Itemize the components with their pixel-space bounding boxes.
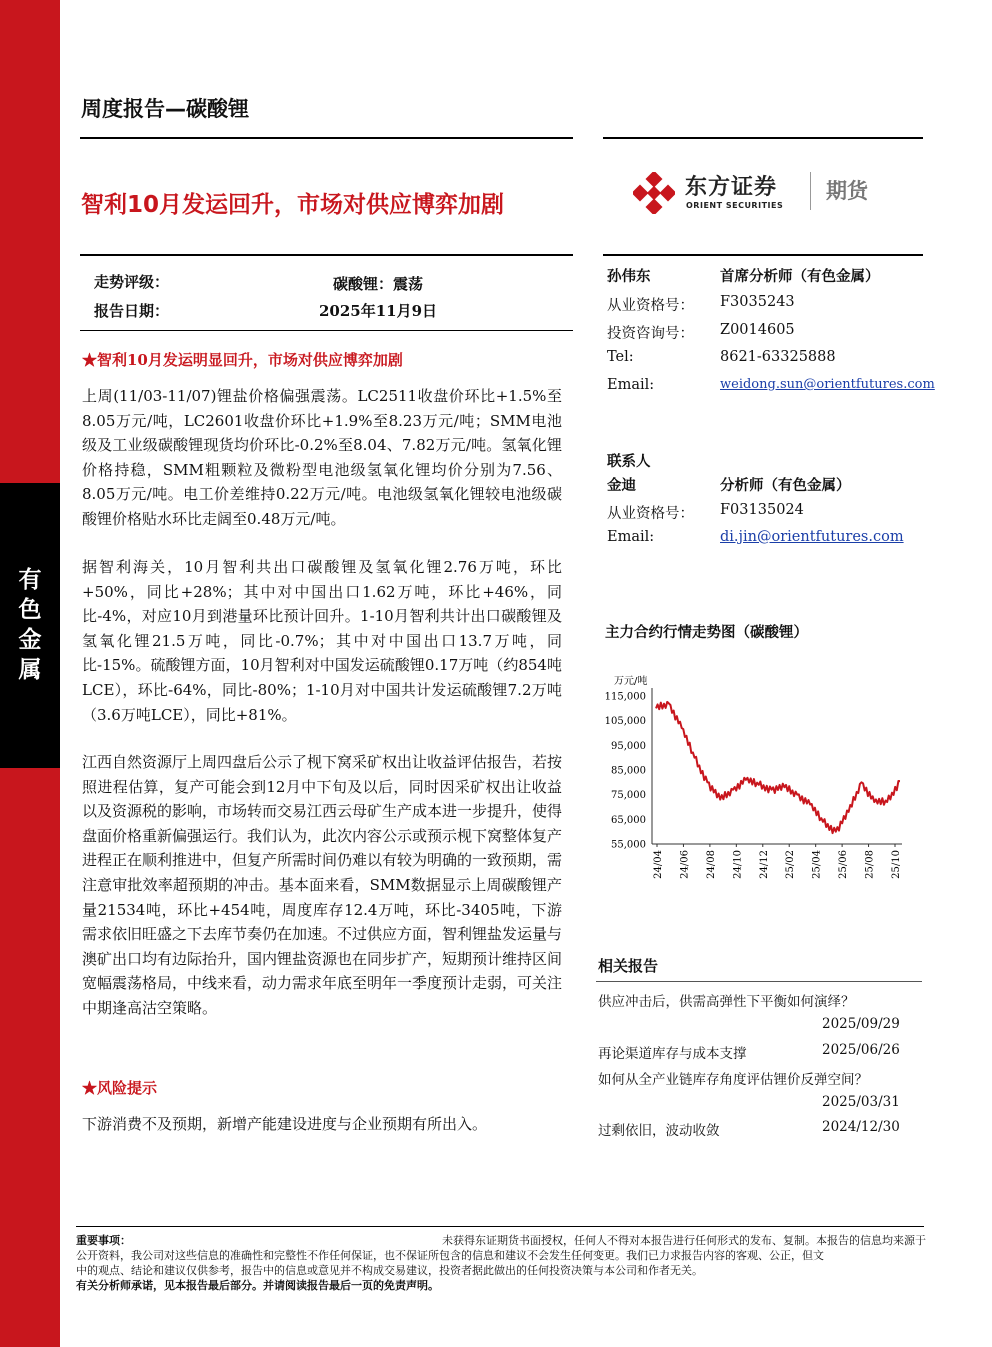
paragraph-risk [82, 1112, 562, 1137]
disclaimer-line: 中的观点、结论和建议仅供参考，报告中的信息或意见并不构成交易建议，投资者据此做出的任何投资决策与本公司和作者无关。 [76, 1264, 703, 1277]
date-value: 2025年11月9日 [319, 302, 438, 320]
side-label-char: 属 [18, 657, 42, 683]
related-report-date: 2025/09/29 [822, 1016, 900, 1032]
email-label: Email: [607, 529, 655, 545]
analyst-secondary-row [607, 474, 917, 498]
disclaimer-line: 未获得东证期货书面授权，任何人不得对本报告进行任何形式的发布、复制。本报告的信息均来源于 [442, 1234, 926, 1247]
disclaimer-line: 公开资料，我公司对这些信息的准确性和完整性不作任何保证，也不保证所包含的信息和建议不会发生任何变更。我们已力求报告内容的客观、公正，但文 [76, 1249, 824, 1262]
qualification-value: F3035243 [720, 294, 795, 310]
x-tick-label: 24/06 [679, 850, 691, 879]
side-sector-label [0, 565, 60, 685]
x-tick-label: 24/12 [758, 850, 770, 879]
paragraph-text: 下游消费不及预期，新增产能建设进度与企业预期有所出入。 [82, 1115, 488, 1133]
paragraph-jiangxi [82, 750, 562, 1021]
y-tick-label: 75,000 [611, 790, 646, 802]
qualification-row [607, 502, 917, 526]
x-tick-label: 25/04 [811, 850, 823, 879]
related-report-date: 2025/03/31 [822, 1094, 900, 1110]
disclaimer-label: 重要事项： [76, 1234, 131, 1247]
qualification-value: F03135024 [720, 502, 804, 518]
invest-consult-value: Z0014605 [720, 322, 795, 338]
qualification-label: 从业资格号： [607, 298, 694, 314]
x-tick-label: 24/10 [732, 850, 744, 879]
invest-consult-label: 投资咨询号： [607, 326, 694, 342]
related-rule [596, 981, 922, 982]
email-link[interactable]: weidong.sun@orientfutures.com [720, 377, 935, 392]
paragraph-chile-export [82, 555, 562, 727]
x-tick-label: 24/04 [653, 850, 664, 879]
rating-value: 碳酸锂：震荡 [333, 275, 424, 293]
paragraph-price [82, 384, 562, 532]
header-rule-right [603, 137, 923, 139]
logo-divider [810, 172, 811, 210]
analyst-name: 孙伟东 [607, 268, 651, 285]
tel-label: Tel: [607, 349, 634, 365]
logo-name-cn: 东方证券 [685, 175, 778, 200]
tel-row [607, 349, 917, 373]
section-heading-supply: ★智利10月发运明显回升，市场对供应博弈加剧 [82, 351, 403, 369]
related-report-title[interactable]: 供应冲击后，供需高弹性下平衡如何演绎？ [598, 994, 855, 1010]
side-label-char: 金 [18, 627, 42, 653]
y-tick-label: 65,000 [611, 814, 646, 826]
email-label: Email: [607, 377, 655, 393]
meta-rule [80, 330, 573, 331]
price-series-line [656, 702, 900, 833]
side-label-char: 有 [18, 567, 42, 593]
email-link[interactable]: di.jin@orientfutures.com [720, 529, 904, 545]
y-tick-label: 85,000 [611, 765, 646, 777]
y-tick-label: 95,000 [611, 740, 646, 752]
x-tick-label: 25/10 [891, 850, 902, 879]
company-logo [633, 170, 893, 216]
analyst-title: 分析师（有色金属） [720, 477, 851, 494]
x-tick-label: 24/08 [705, 850, 717, 879]
related-report-title[interactable]: 过剩依旧，波动收敛 [598, 1123, 720, 1139]
title-rule-right [603, 254, 923, 256]
related-report-date: 2025/06/26 [822, 1042, 900, 1058]
qualification-row [607, 294, 917, 318]
email-row [607, 377, 935, 401]
related-reports-heading: 相关报告 [598, 957, 659, 975]
section-heading-risk: ★风险提示 [82, 1079, 158, 1097]
disclaimer-rule [76, 1226, 924, 1227]
main-title: 智利10月发运回升，市场对供应博弈加剧 [81, 192, 505, 218]
x-tick-label: 25/02 [785, 850, 797, 879]
y-axis-unit-label: 万元/吨 [614, 676, 648, 687]
date-label: 报告日期： [94, 302, 170, 320]
analyst-title: 首席分析师（有色金属） [720, 268, 880, 285]
tel-value: 8621-63325888 [720, 349, 836, 365]
y-tick-label: 115,000 [604, 691, 646, 703]
email-row [607, 529, 917, 553]
qualification-label: 从业资格号： [607, 506, 694, 522]
logo-division: 期货 [826, 179, 868, 203]
related-report-title[interactable]: 如何从全产业链库存角度评估锂价反弹空间？ [598, 1072, 868, 1088]
disclaimer-line: 有关分析师承诺，见本报告最后部分。并请阅读报告最后一页的免责声明。 [76, 1279, 439, 1292]
contact-heading: 联系人 [607, 453, 651, 470]
x-tick-label: 25/06 [838, 850, 850, 879]
logo-name-en: ORIENT SECURITIES [686, 201, 784, 210]
header-rule-left [80, 137, 573, 139]
price-line-chart [596, 668, 916, 890]
disclaimer [76, 1233, 926, 1293]
related-report-date: 2024/12/30 [822, 1119, 900, 1135]
x-tick-label: 25/08 [864, 850, 876, 879]
rating-label: 走势评级： [94, 273, 170, 291]
chart-title: 主力合约行情走势图（碳酸锂） [605, 624, 808, 641]
paragraph-text: 江西自然资源厅上周四盘后公示了枧下窝采矿权出让收益评估报告，若按照进程估算，复产可能会到12月中下旬及以后，同时因采矿权出让收益以及资源税的影响，市场转而交易江西云母矿生产成本进一步提升，使得盘面价格重新偏强运行。我们认为，此次内容公示或预示枧下窝整体复产进程正在顺利推进中，但复产所需时间仍难以有较为明确的一致预期，需注意审批效率超预期的冲击。基本面来看，SMM数据显示上周碳酸锂产量21534吨，环比+454吨，周度库存12.4万吨，环比-3405吨，下游需求依旧旺盛之下去库节奏仍在加速。不过供应方面，智利锂盐发运量与澳矿出口均有边际抬升，国内锂盐资源也在同步扩产，短期预计维持区间宽幅震荡格局，中线来看，动力需求年底至明年一季度预计走弱，可关注中期逢高沽空策略。 [82, 753, 563, 1017]
invest-consult-row [607, 322, 917, 346]
analyst-name: 金迪 [607, 477, 636, 494]
logo-diamond-icon [633, 172, 675, 214]
report-type-title: 周度报告—碳酸锂 [81, 97, 249, 121]
y-tick-label: 55,000 [611, 839, 646, 851]
analyst-primary-row [607, 265, 917, 289]
y-tick-label: 105,000 [604, 716, 646, 728]
paragraph-text: 据智利海关，10月智利共出口碳酸锂及氢氧化锂2.76万吨，环比+50%，同比+28%；其中对中国出口1.62万吨，环比+46%，同比-4%，对应10月到港量环比预计回升。1-10月智利共计出口碳酸锂及氢氧化锂21.5万吨，同比-0.7%；其中对中国出口13.7万吨，同比-15%。硫酸锂方面，10月智利对中国发运硫酸锂0.17万吨（约854吨LCE），环比-64%，同比-80%；1-10月对中国共计发运硫酸锂7.2万吨（3.6万吨LCE），同比+81%。 [82, 558, 562, 724]
side-label-char: 色 [18, 597, 42, 623]
title-rule-left [80, 254, 573, 256]
related-report-title[interactable]: 再论渠道库存与成本支撑 [598, 1046, 747, 1062]
paragraph-text: 上周(11/03-11/07)锂盐价格偏强震荡。LC2511收盘价环比+1.5%至8.05万元/吨，LC2601收盘价环比+1.9%至8.23万元/吨；SMM电池级及工业级碳酸锂现货均价环比-0.2%至8.04、7.82万元/吨。氢氧化锂价格持稳，SMM粗颗粒及微粉型电池级氢氧化锂均价分别为7.56、8.05万元/吨。电工价差维持0.22万元/吨。电池级氢氧化锂较电池级碳酸锂价格贴水环比走阔至0.48万元/吨。 [82, 387, 562, 528]
